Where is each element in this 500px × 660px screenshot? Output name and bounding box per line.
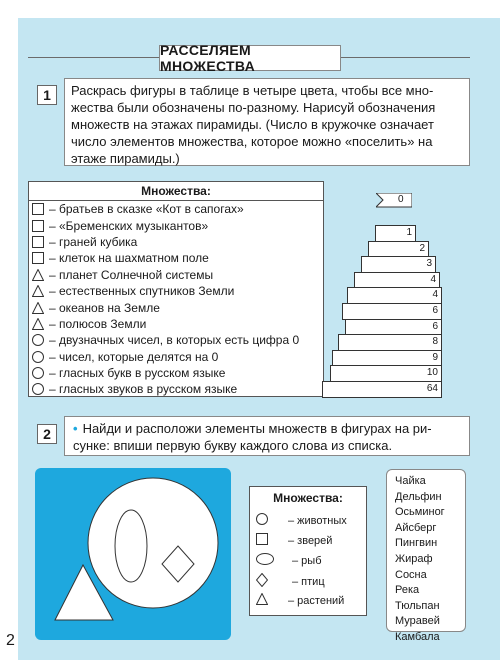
set-row-text: – клеток на шахматном поле — [49, 251, 209, 266]
set-row — [29, 332, 323, 348]
legend-row-text: – растений — [288, 594, 345, 607]
sets-legend — [249, 486, 367, 616]
triangle-icon — [32, 285, 44, 297]
legend-row-text: – зверей — [288, 534, 333, 547]
set-row — [29, 299, 323, 315]
triangle-icon — [32, 318, 44, 330]
set-row — [29, 349, 323, 365]
words-list — [386, 469, 466, 643]
task-2-text — [64, 416, 470, 456]
set-row-text: – океанов на Земле — [49, 300, 160, 315]
square-icon — [32, 252, 44, 264]
pyramid-floor: 1 — [375, 225, 416, 242]
diamond-icon — [256, 573, 268, 587]
sets-table-rows — [29, 201, 323, 398]
pyramid-floor: 4 — [347, 287, 442, 304]
word-item: Айсберг — [395, 521, 437, 534]
set-row — [29, 365, 323, 381]
triangle-icon — [256, 593, 268, 605]
pyramid-floor: 10 — [330, 365, 442, 382]
square-icon — [32, 220, 44, 232]
bullet-icon: • — [73, 421, 78, 436]
pyramid-floor: 4 — [354, 272, 440, 289]
set-row-text: – граней кубика — [49, 234, 138, 249]
pyramid-floor: 6 — [342, 303, 442, 320]
set-row-text: – двузначных чисел, в которых есть цифра 0 — [49, 333, 300, 348]
task-2-line: сунке: впиши первую букву каждого слова из списка. — [73, 438, 393, 453]
legend-row — [256, 573, 325, 590]
task-1-text — [64, 78, 470, 166]
set-row-text: – гласных звуков в русском языке — [49, 382, 238, 397]
task-1-line: множеств на этажах пирамиды. (Число в кружочке означает — [71, 117, 434, 132]
task-1-line: жества были обозначены по-разному. Нарисуй обозначения — [71, 100, 436, 115]
pyramid-floor: 6 — [345, 319, 442, 336]
task-2-line-text: Найди и расположи элементы множеств в фигурах на ри- — [82, 421, 432, 436]
task-1-line: число элементов множества, которое можно «поселить» на — [71, 134, 433, 149]
word-item: Река — [395, 584, 420, 597]
figures-drawing — [35, 468, 231, 640]
pyramid-floor: 3 — [361, 256, 436, 273]
square-icon — [32, 203, 44, 215]
set-row-text: – «Бременских музыкантов» — [49, 218, 209, 233]
set-row-text: – естественных спутников Земли — [49, 284, 235, 299]
word-item: Пингвин — [395, 537, 438, 550]
circle-icon — [32, 367, 44, 379]
legend-row — [256, 553, 322, 568]
legend-row-text: – птиц — [292, 575, 325, 588]
figures-card — [35, 468, 231, 640]
legend-row — [256, 513, 347, 528]
set-row-text: – планет Солнечной системы — [49, 267, 214, 282]
word-item: Сосна — [395, 568, 427, 581]
legend-row — [256, 593, 344, 608]
legend-row-text: – животных — [288, 514, 347, 527]
word-item: Осьминог — [395, 506, 445, 519]
pyramid-flag-icon — [376, 193, 412, 208]
title-rule-right — [341, 57, 470, 58]
ellipse-icon — [256, 553, 274, 565]
word-item: Жираф — [395, 552, 433, 565]
square-icon — [256, 533, 268, 545]
set-row-text: – гласных букв в русском языке — [49, 366, 226, 381]
triangle-icon — [32, 269, 44, 281]
legend-row-text: – рыб — [292, 554, 322, 567]
pyramid-floor: 64 — [322, 381, 442, 398]
set-row — [29, 316, 323, 332]
circle-icon — [32, 351, 44, 363]
task-1-line: этаже пирамиды.) — [71, 151, 180, 166]
pyramid-floor: 9 — [332, 350, 442, 367]
word-item: Дельфин — [395, 490, 442, 503]
pyramid-flag-number: 0 — [398, 194, 404, 205]
triangle-icon — [32, 302, 44, 314]
page-number: 2 — [6, 632, 15, 649]
title-rule-left — [28, 57, 159, 58]
legend-row — [256, 533, 332, 548]
page-title: РАССЕЛЯЕМ МНОЖЕСТВА — [159, 45, 341, 71]
set-row — [29, 217, 323, 233]
task-2-number: 2 — [37, 424, 57, 444]
task-1-line: Раскрась фигуры в таблице в четыре цвета, чтобы все мно- — [71, 83, 434, 98]
sets-table — [28, 181, 324, 397]
word-item: Муравей — [395, 615, 440, 628]
set-row — [29, 234, 323, 250]
big-circle-shape — [88, 478, 218, 608]
set-row-text: – полюсов Земли — [49, 316, 147, 331]
set-row — [29, 283, 323, 299]
word-item: Тюльпан — [395, 599, 440, 612]
ellipse-shape — [115, 510, 147, 582]
task-2-line — [73, 420, 463, 437]
set-row — [29, 267, 323, 283]
pyramid-floor: 2 — [368, 241, 429, 258]
circle-icon — [32, 383, 44, 395]
pyramid-floor: 8 — [338, 334, 442, 351]
set-row — [29, 201, 323, 217]
sets-table-header: Множества: — [29, 182, 323, 201]
task-1-number: 1 — [37, 85, 57, 105]
sets-legend-header: Множества: — [273, 491, 343, 505]
word-item: Чайка — [395, 475, 426, 487]
set-row — [29, 250, 323, 266]
set-row-text: – чисел, которые делятся на 0 — [49, 349, 219, 364]
set-row — [29, 381, 323, 397]
circle-icon — [256, 513, 268, 525]
circle-icon — [32, 334, 44, 346]
word-item: Камбала — [395, 630, 440, 643]
set-row-text: – братьев в сказке «Кот в сапогах» — [49, 202, 244, 217]
square-icon — [32, 236, 44, 248]
